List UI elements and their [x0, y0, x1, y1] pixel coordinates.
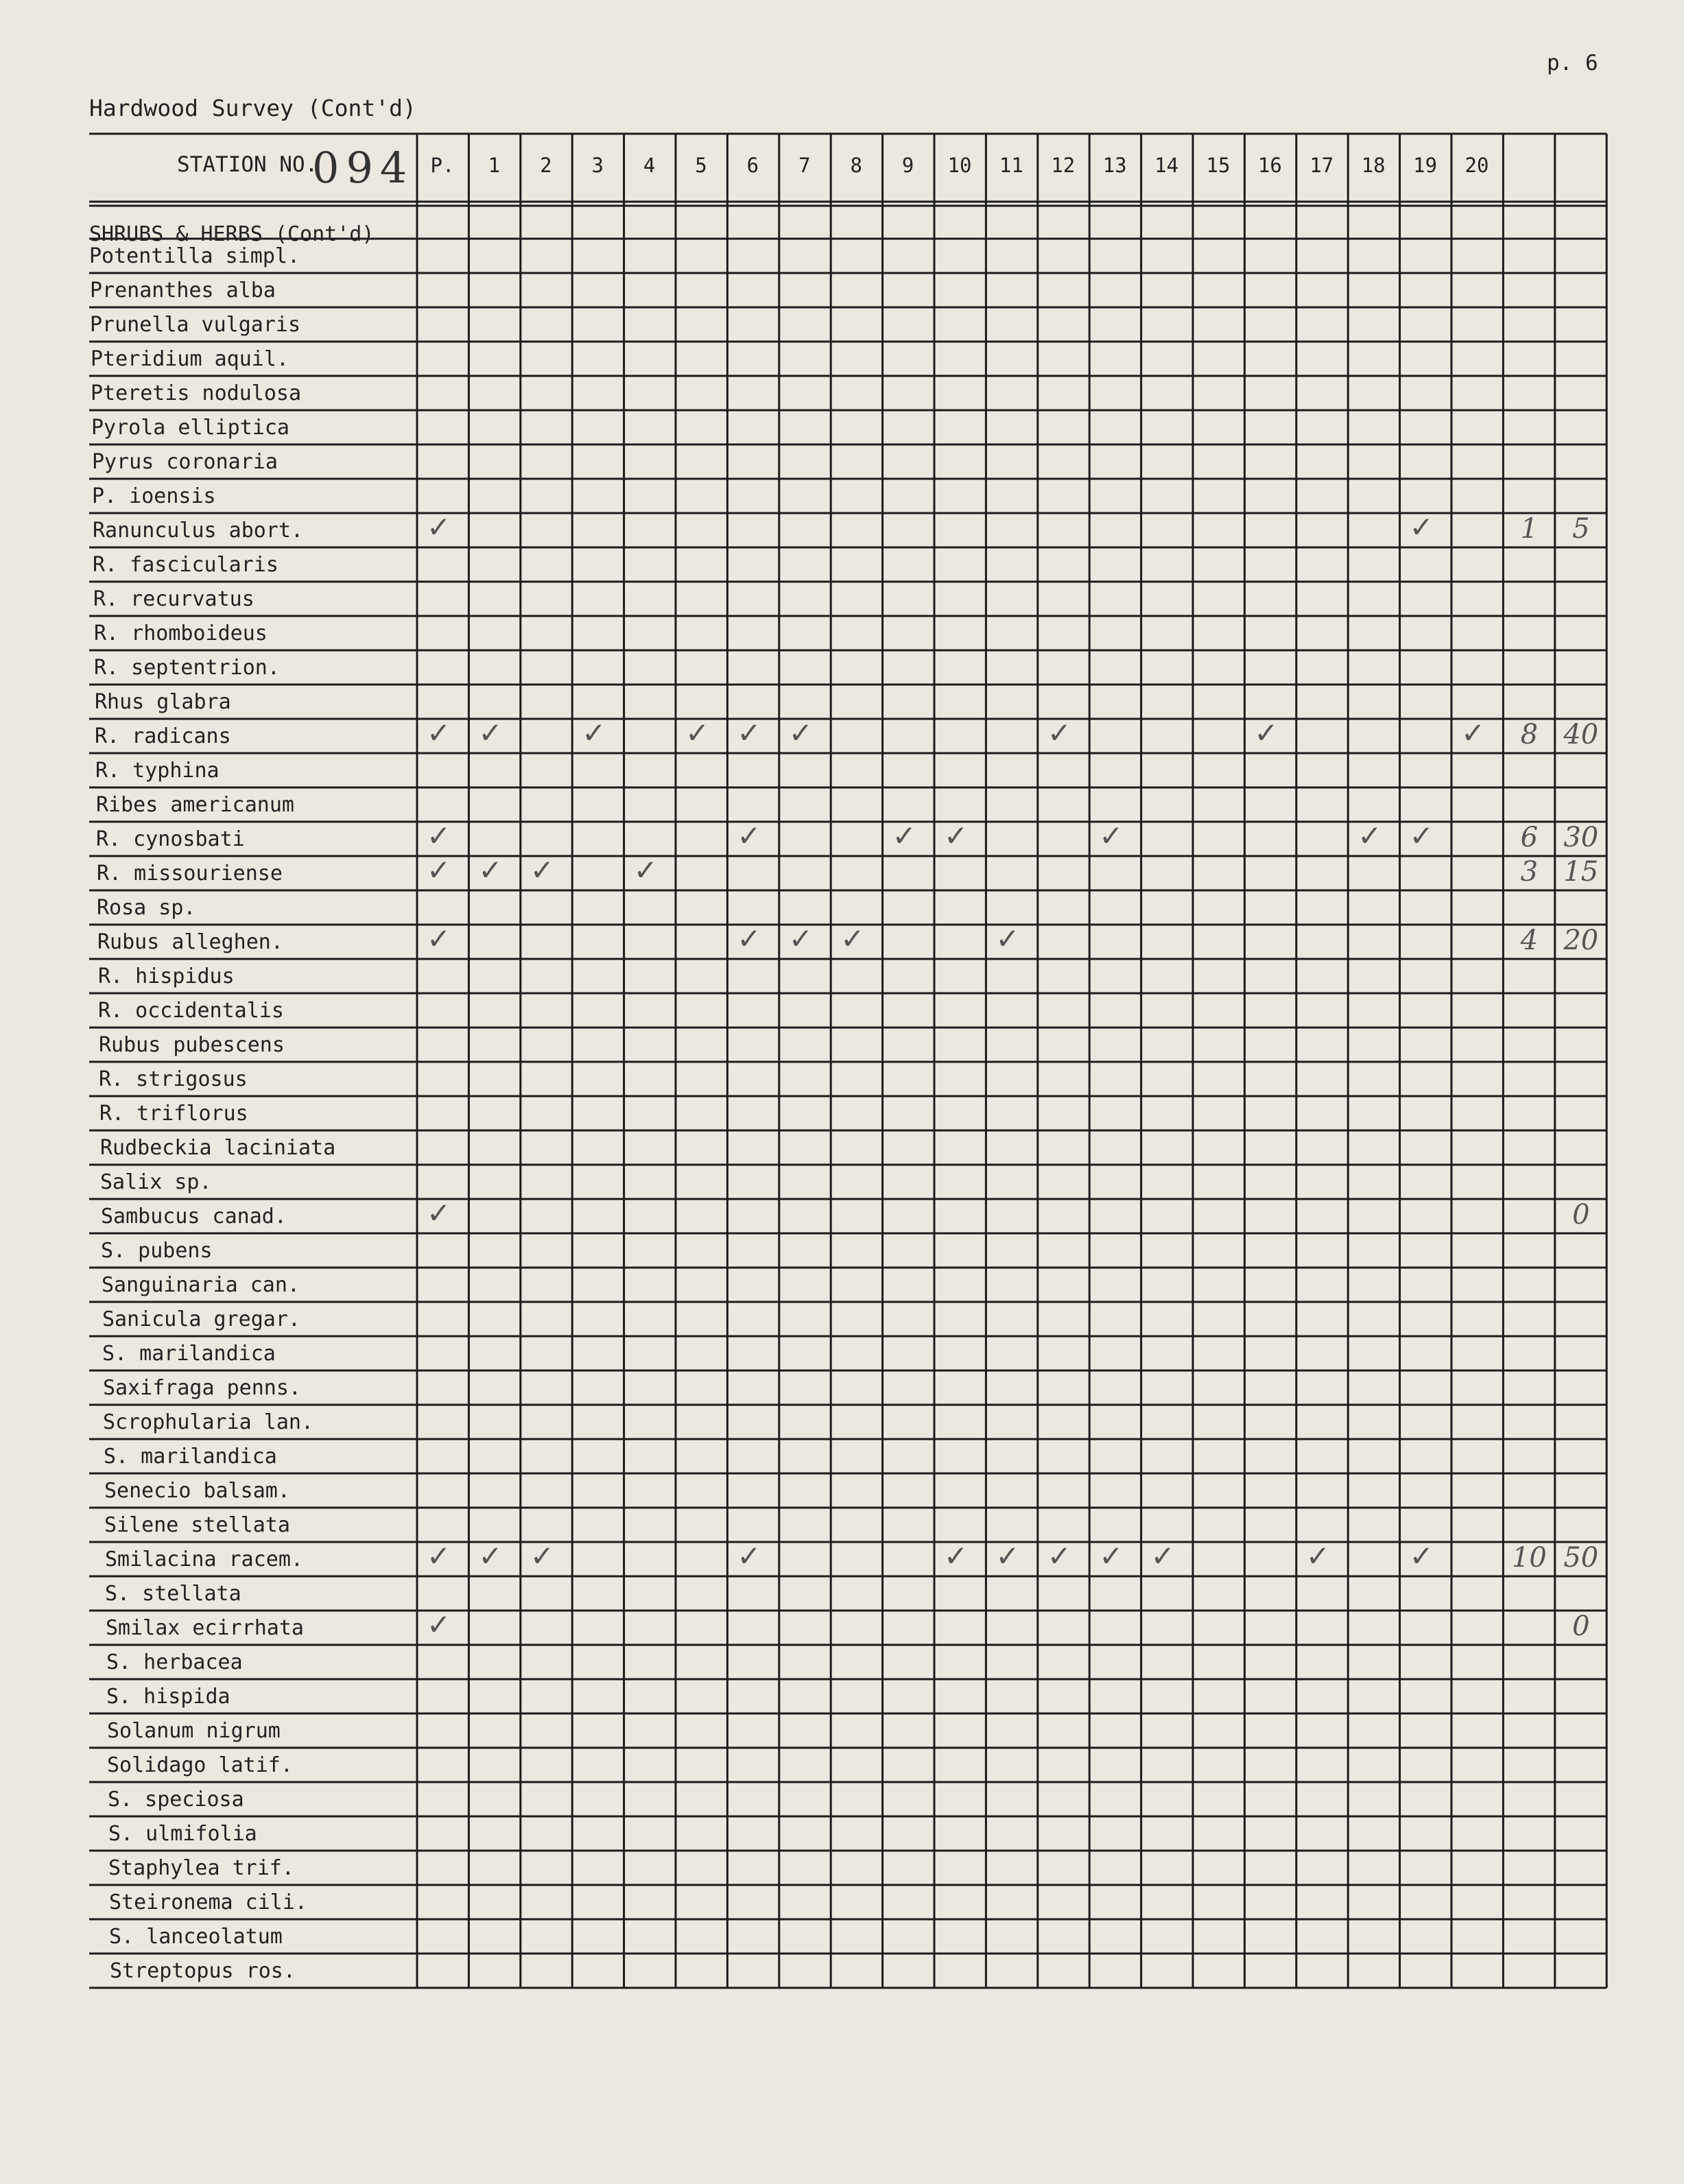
check-mark: ✓: [427, 716, 451, 750]
check-mark: ✓: [1461, 716, 1486, 750]
check-mark: ✓: [685, 716, 710, 750]
check-mark: ✓: [427, 922, 451, 956]
species-label: Solidago latif.: [107, 1753, 293, 1777]
percent-value: 15: [1563, 856, 1599, 888]
species-label: R. occidentalis: [98, 999, 284, 1023]
check-mark: ✓: [995, 1539, 1020, 1573]
species-label: R. typhina: [95, 759, 220, 783]
percent-value: 5: [1572, 513, 1590, 545]
species-label: Senecio balsam.: [104, 1479, 290, 1503]
species-label: R. hispidus: [98, 964, 235, 988]
species-label: Rubus alleghen.: [97, 930, 283, 954]
column-header-15: 15: [1206, 154, 1231, 177]
check-mark: ✓: [1254, 716, 1279, 750]
species-label: R. radicans: [95, 724, 231, 748]
species-label: Pteridium aquil.: [91, 347, 289, 371]
species-label: S. marilandica: [102, 1342, 276, 1366]
check-mark: ✓: [1357, 819, 1382, 853]
check-mark: ✓: [1409, 819, 1434, 853]
species-label: P. ioensis: [92, 484, 216, 508]
check-mark: ✓: [427, 1608, 451, 1641]
percent-value: 50: [1563, 1542, 1599, 1574]
column-header-12: 12: [1051, 154, 1076, 177]
column-header-17: 17: [1309, 154, 1334, 177]
column-header-6: 6: [746, 154, 759, 177]
column-header-14: 14: [1154, 154, 1179, 177]
column-header-11: 11: [999, 154, 1023, 177]
species-label: Smilax ecirrhata: [106, 1616, 304, 1640]
species-label: Pteretis nodulosa: [91, 381, 302, 405]
column-header-2: 2: [540, 154, 552, 177]
check-mark: ✓: [530, 853, 554, 887]
check-mark: ✓: [1305, 1539, 1330, 1573]
species-label: Rudbeckia laciniata: [100, 1136, 336, 1160]
species-label: Saxifraga penns.: [103, 1376, 301, 1400]
check-mark: ✓: [427, 819, 451, 853]
species-label: S. lanceolatum: [109, 1925, 283, 1949]
percent-value: 30: [1563, 822, 1599, 853]
check-mark: ✓: [530, 1539, 554, 1573]
column-header-16: 16: [1257, 154, 1282, 177]
column-header-18: 18: [1361, 154, 1386, 177]
species-label: Ranunculus abort.: [93, 519, 304, 543]
check-mark: ✓: [737, 922, 761, 956]
column-header-8: 8: [850, 154, 862, 177]
check-mark: ✓: [1150, 1539, 1175, 1573]
count-value: 6: [1520, 822, 1539, 853]
count-value: 8: [1520, 719, 1539, 750]
column-header-20: 20: [1464, 154, 1489, 177]
species-label: Potentilla simpl.: [89, 244, 300, 268]
check-mark: ✓: [737, 716, 761, 750]
species-label: Solanum nigrum: [107, 1719, 281, 1743]
species-label: R. rhomboideus: [94, 621, 268, 645]
percent-value: 20: [1563, 925, 1599, 956]
species-label: R. triflorus: [99, 1102, 248, 1126]
species-label: Rosa sp.: [97, 896, 196, 920]
species-label: Sambucus canad.: [101, 1204, 287, 1228]
page-number: p. 6: [1547, 51, 1598, 75]
check-mark: ✓: [427, 510, 451, 544]
species-label: R. missouriense: [97, 862, 283, 886]
column-header-5: 5: [695, 154, 707, 177]
species-label: R. fascicularis: [93, 553, 278, 577]
count-value: 1: [1520, 513, 1539, 545]
species-label: Sanguinaria can.: [102, 1273, 300, 1297]
check-mark: ✓: [427, 1196, 451, 1230]
species-label: Pyrus coronaria: [92, 450, 278, 474]
species-label: Staphylea trif.: [108, 1856, 294, 1880]
section-label: SHRUBS & HERBS (Cont'd): [89, 222, 375, 246]
count-value: 3: [1520, 856, 1539, 888]
check-mark: ✓: [737, 1539, 761, 1573]
check-mark: ✓: [840, 922, 865, 956]
check-mark: ✓: [944, 1539, 969, 1573]
check-mark: ✓: [1047, 1539, 1071, 1573]
check-mark: ✓: [995, 922, 1020, 956]
percent-value: 0: [1572, 1199, 1590, 1231]
check-mark: ✓: [1099, 819, 1124, 853]
species-label: Scrophularia lan.: [103, 1410, 314, 1434]
column-header-7: 7: [798, 154, 811, 177]
check-mark: ✓: [478, 1539, 503, 1573]
check-mark: ✓: [1409, 510, 1434, 544]
check-mark: ✓: [1099, 1539, 1124, 1573]
species-label: S. herbacea: [106, 1650, 243, 1674]
column-header-9: 9: [901, 154, 914, 177]
check-mark: ✓: [944, 819, 969, 853]
species-label: Rhus glabra: [95, 690, 231, 714]
count-value: 10: [1511, 1542, 1547, 1574]
species-label: Pyrola elliptica: [91, 416, 289, 440]
count-value: 4: [1520, 925, 1539, 956]
column-header-13: 13: [1102, 154, 1127, 177]
species-label: R. recurvatus: [93, 587, 254, 611]
species-label: R. septentrion.: [94, 656, 280, 680]
column-header-1: 1: [488, 154, 501, 177]
station-number: 094: [312, 143, 414, 193]
species-label: Prunella vulgaris: [90, 313, 301, 337]
column-header-19: 19: [1413, 154, 1438, 177]
check-mark: ✓: [892, 819, 916, 853]
species-label: Prenanthes alba: [90, 278, 276, 302]
species-label: Ribes americanum: [96, 793, 294, 817]
check-mark: ✓: [427, 1539, 451, 1573]
species-label: S. hispida: [106, 1685, 230, 1709]
percent-value: 0: [1572, 1611, 1590, 1642]
check-mark: ✓: [582, 716, 606, 750]
column-header-4: 4: [643, 154, 656, 177]
column-header-3: 3: [591, 154, 604, 177]
check-mark: ✓: [1409, 1539, 1434, 1573]
species-label: S. stellata: [105, 1582, 241, 1606]
species-label: Smilacina racem.: [105, 1547, 303, 1571]
check-mark: ✓: [788, 922, 813, 956]
species-label: Rubus pubescens: [99, 1033, 285, 1057]
species-label: Silene stellata: [104, 1513, 290, 1537]
check-mark: ✓: [478, 853, 503, 887]
station-label: STATION NO.: [177, 152, 318, 177]
page-title: Hardwood Survey (Cont'd): [89, 95, 416, 121]
species-label: S. ulmifolia: [108, 1822, 257, 1846]
species-label: Salix sp.: [100, 1170, 212, 1194]
species-label: Sanicula gregar.: [102, 1307, 300, 1331]
check-mark: ✓: [633, 853, 658, 887]
species-label: R. cynosbati: [96, 827, 245, 851]
species-label: S. speciosa: [108, 1788, 244, 1812]
percent-value: 40: [1563, 719, 1599, 750]
check-mark: ✓: [478, 716, 503, 750]
check-mark: ✓: [427, 853, 451, 887]
species-label: R. strigosus: [99, 1067, 248, 1091]
check-mark: ✓: [737, 819, 761, 853]
species-label: Steironema cili.: [109, 1890, 307, 1914]
species-label: Streptopus ros.: [110, 1959, 296, 1983]
check-mark: ✓: [1047, 716, 1071, 750]
column-header-p: P.: [430, 154, 455, 177]
check-mark: ✓: [788, 716, 813, 750]
species-label: S. pubens: [101, 1239, 213, 1263]
column-header-10: 10: [947, 154, 972, 177]
species-label: S. marilandica: [104, 1445, 277, 1469]
